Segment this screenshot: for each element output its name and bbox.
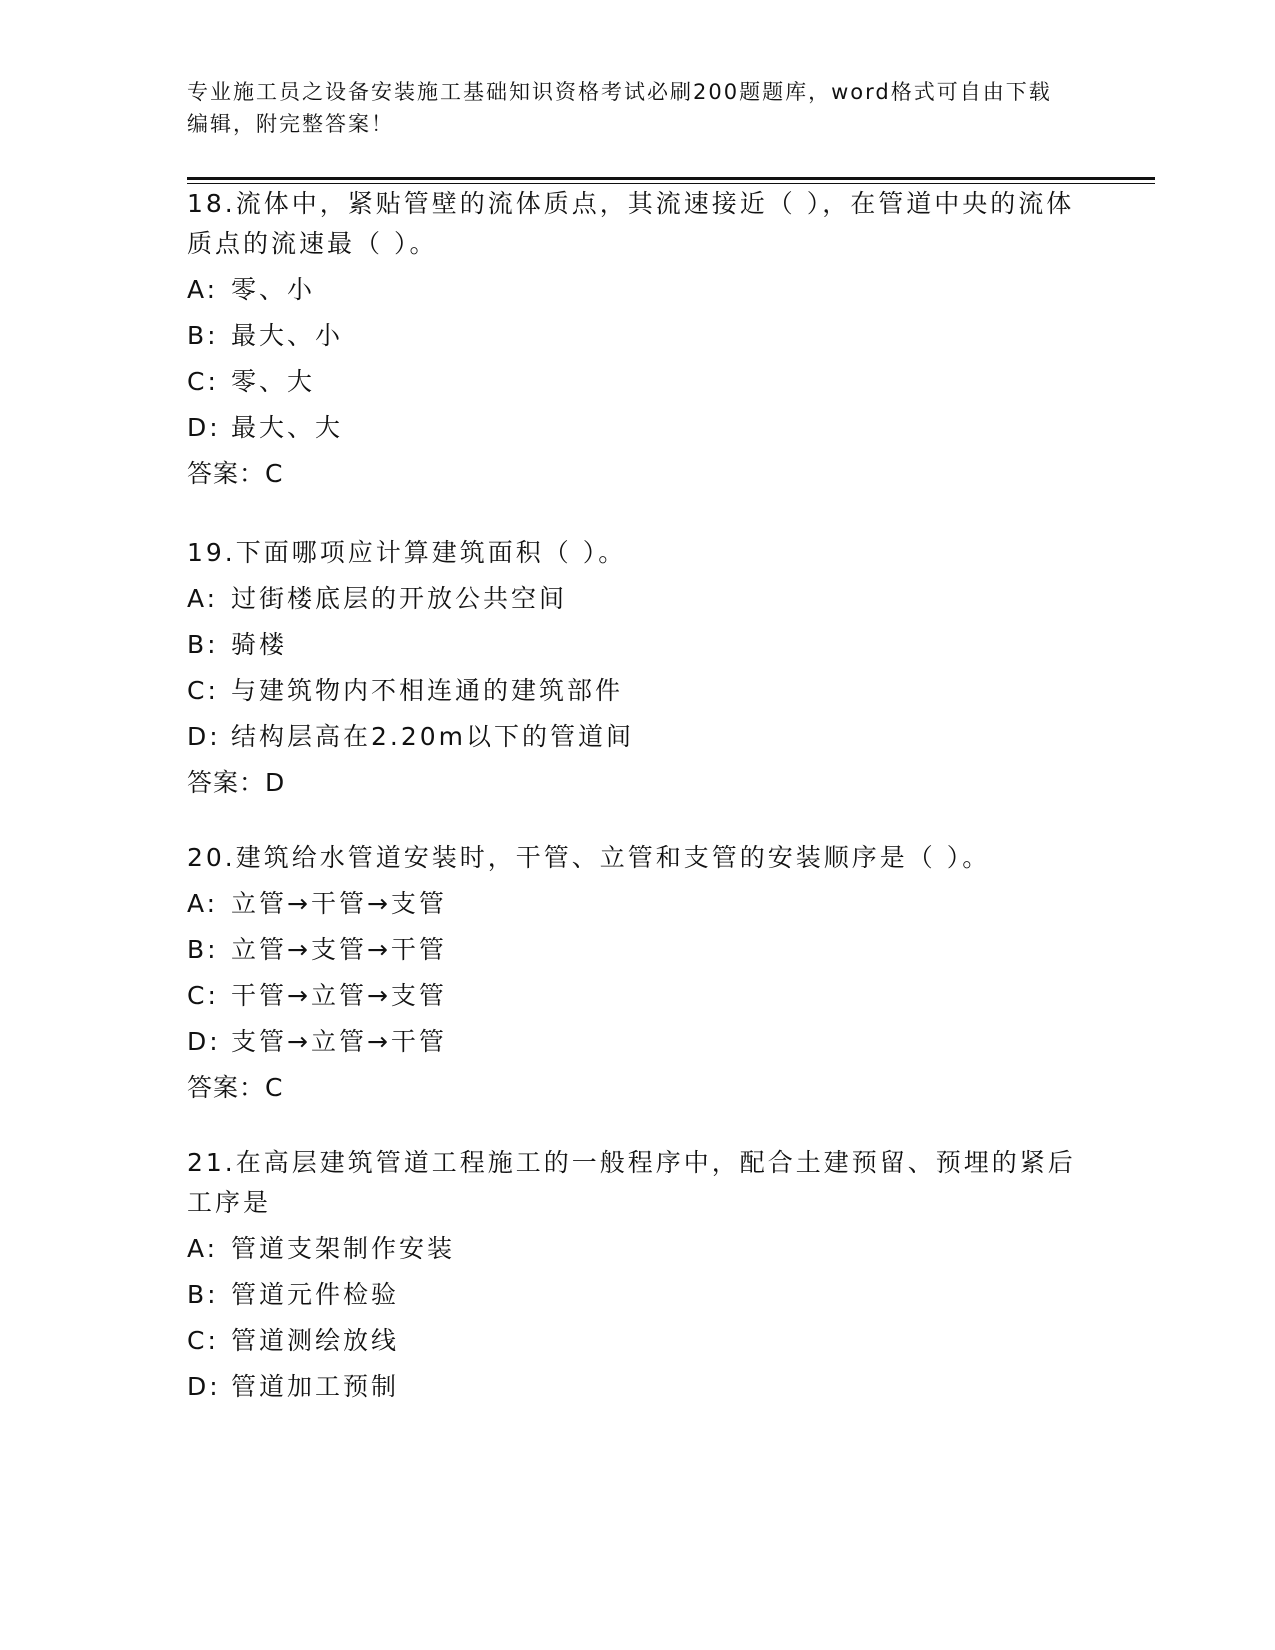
option-key: D: [187, 1372, 221, 1401]
option-key: B: [187, 935, 219, 964]
option-key: C: [187, 981, 219, 1010]
question-text: 19.下面哪项应计算建筑面积（ ）。 [187, 538, 627, 567]
option-a [187, 884, 1087, 930]
option-key: A: [187, 889, 219, 918]
option-key: B: [187, 1280, 219, 1309]
option-text: 零、小 [231, 275, 316, 304]
question-text: 18.流体中，紧贴管壁的流体质点，其流速接近（ ），在管道中央的流体质点的流速最（ ）。 [187, 189, 1075, 258]
option-d [187, 1022, 1087, 1068]
answer-value: C [265, 1073, 284, 1102]
option-b [187, 625, 1087, 671]
option-key: C: [187, 676, 219, 705]
question-19 [187, 533, 1087, 803]
question-18 [187, 184, 1087, 494]
option-b [187, 930, 1087, 976]
option-text: 最大、小 [231, 321, 344, 350]
option-key: D: [187, 1027, 221, 1056]
answer-line [187, 454, 1087, 494]
option-a [187, 270, 1087, 316]
option-text: 最大、大 [231, 413, 344, 442]
option-c [187, 976, 1087, 1022]
option-key: A: [187, 1234, 219, 1263]
option-d [187, 717, 1087, 763]
option-text: 干管→立管→支管 [231, 981, 447, 1010]
option-key: C: [187, 1326, 219, 1355]
option-a [187, 1229, 1087, 1275]
answer-value: C [265, 459, 284, 488]
option-text: 零、大 [231, 367, 316, 396]
question-20 [187, 838, 1087, 1108]
option-d [187, 408, 1087, 454]
question-21 [187, 1143, 1087, 1413]
option-text: 管道测绘放线 [231, 1326, 400, 1355]
option-text: 与建筑物内不相连通的建筑部件 [231, 676, 624, 705]
option-c [187, 671, 1087, 717]
option-text: 管道支架制作安装 [231, 1234, 456, 1263]
page-header: 专业施工员之设备安装施工基础知识资格考试必刷200题题库，word格式可自由下载编辑，附完整答案！ [187, 80, 1052, 136]
option-key: A: [187, 584, 219, 613]
option-text: 支管→立管→干管 [231, 1027, 447, 1056]
question-text: 21.在高层建筑管道工程施工的一般程序中，配合土建预留、预埋的紧后工序是 [187, 1148, 1076, 1217]
option-text: 过街楼底层的开放公共空间 [231, 584, 568, 613]
header-divider-thick [187, 177, 1155, 180]
option-b [187, 1275, 1087, 1321]
option-d [187, 1367, 1087, 1413]
option-key: D: [187, 413, 221, 442]
option-key: B: [187, 321, 219, 350]
option-c [187, 362, 1087, 408]
option-text: 管道加工预制 [231, 1372, 400, 1401]
answer-value: D [265, 768, 286, 797]
answer-label: 答案： [187, 459, 266, 488]
option-text: 管道元件检验 [231, 1280, 400, 1309]
question-text: 20.建筑给水管道安装时，干管、立管和支管的安装顺序是（ ）。 [187, 843, 991, 872]
answer-line [187, 763, 1087, 803]
option-c [187, 1321, 1087, 1367]
option-key: C: [187, 367, 219, 396]
option-text: 立管→支管→干管 [231, 935, 447, 964]
option-text: 结构层高在2.20m以下的管道间 [231, 722, 635, 751]
option-text: 立管→干管→支管 [231, 889, 447, 918]
answer-label: 答案： [187, 768, 266, 797]
option-key: B: [187, 630, 219, 659]
option-key: D: [187, 722, 221, 751]
option-b [187, 316, 1087, 362]
answer-label: 答案： [187, 1073, 266, 1102]
option-text: 骑楼 [231, 630, 288, 659]
option-a [187, 579, 1087, 625]
answer-line [187, 1068, 1087, 1108]
option-key: A: [187, 275, 219, 304]
